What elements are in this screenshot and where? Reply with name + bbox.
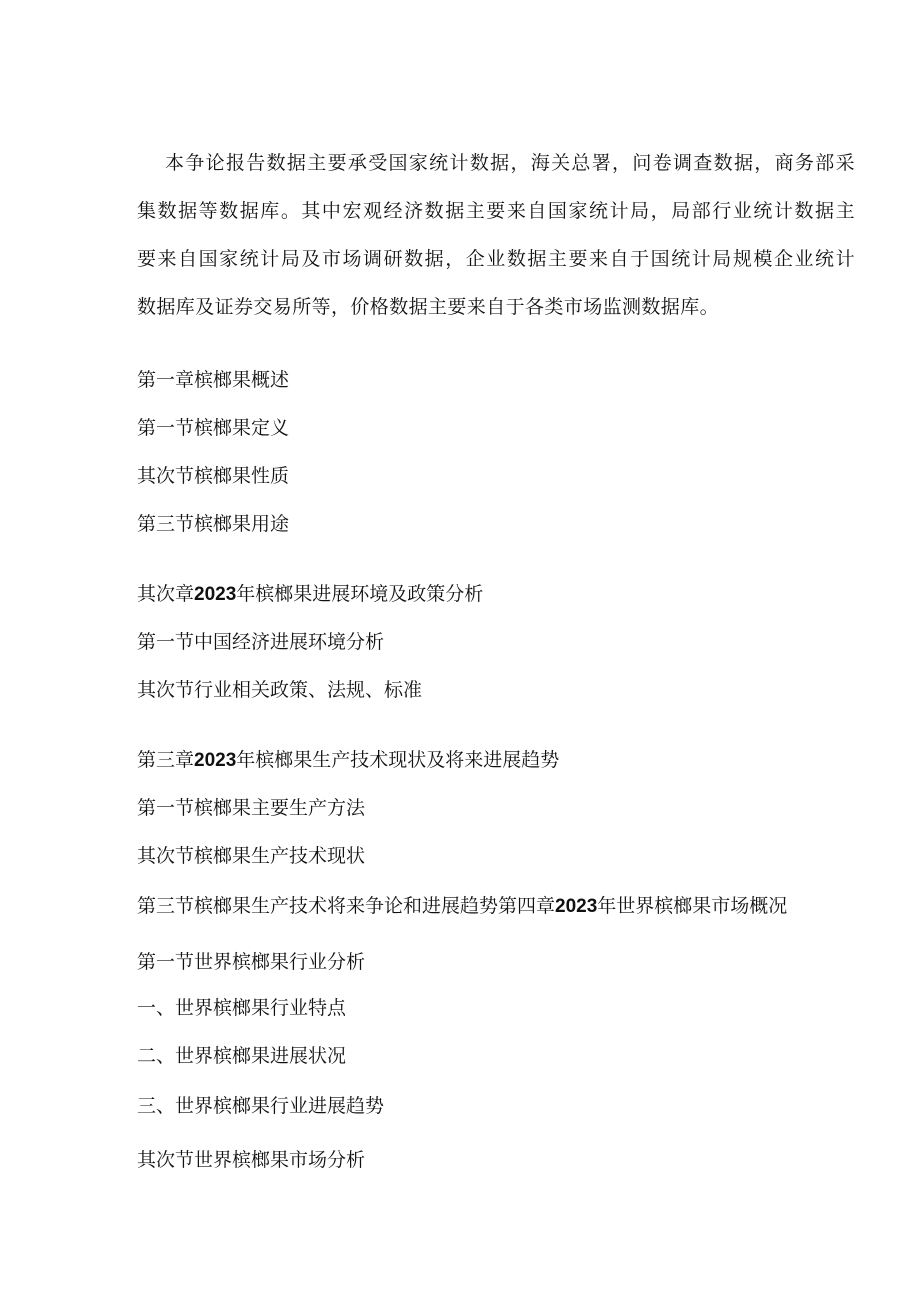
toc-section: 第三节槟榔果用途	[137, 513, 290, 535]
toc-section: 第一节世界槟榔果行业分析	[137, 951, 366, 973]
toc-chapter: 第一章槟榔果概述	[137, 369, 290, 391]
toc-item: 二、世界槟榔果进展状况	[137, 1045, 347, 1067]
toc-section: 第三节槟榔果生产技术将来争论和进展趋势第四章2023年世界槟榔果市场概况	[137, 895, 788, 917]
toc-chapter: 第三章2023年槟榔果生产技术现状及将来进展趋势	[137, 749, 560, 771]
toc-chapter: 其次章2023年槟榔果进展环境及政策分析	[137, 583, 484, 605]
toc-item: 一、世界槟榔果行业特点	[137, 997, 347, 1019]
intro-line: 本争论报告数据主要承受国家统计数据，海关总署，问卷调查数据，商务部采	[165, 152, 855, 174]
toc-section: 第一节中国经济进展环境分析	[137, 631, 385, 653]
toc-section: 第一节槟榔果主要生产方法	[137, 797, 366, 819]
toc-item: 三、世界槟榔果行业进展趋势	[137, 1095, 385, 1117]
toc-section: 其次节槟榔果性质	[137, 465, 290, 487]
intro-line: 数据库及证券交易所等，价格数据主要来自于各类市场监测数据库。	[137, 296, 720, 318]
intro-line: 要来自国家统计局及市场调研数据，企业数据主要来自于国统计局规模企业统计	[137, 248, 855, 270]
toc-section: 其次节世界槟榔果市场分析	[137, 1149, 366, 1171]
toc-section: 第一节槟榔果定义	[137, 417, 290, 439]
toc-section: 其次节槟榔果生产技术现状	[137, 845, 366, 867]
toc-section: 其次节行业相关政策、法规、标准	[137, 679, 423, 701]
intro-line: 集数据等数据库。其中宏观经济数据主要来自国家统计局，局部行业统计数据主	[137, 200, 855, 222]
